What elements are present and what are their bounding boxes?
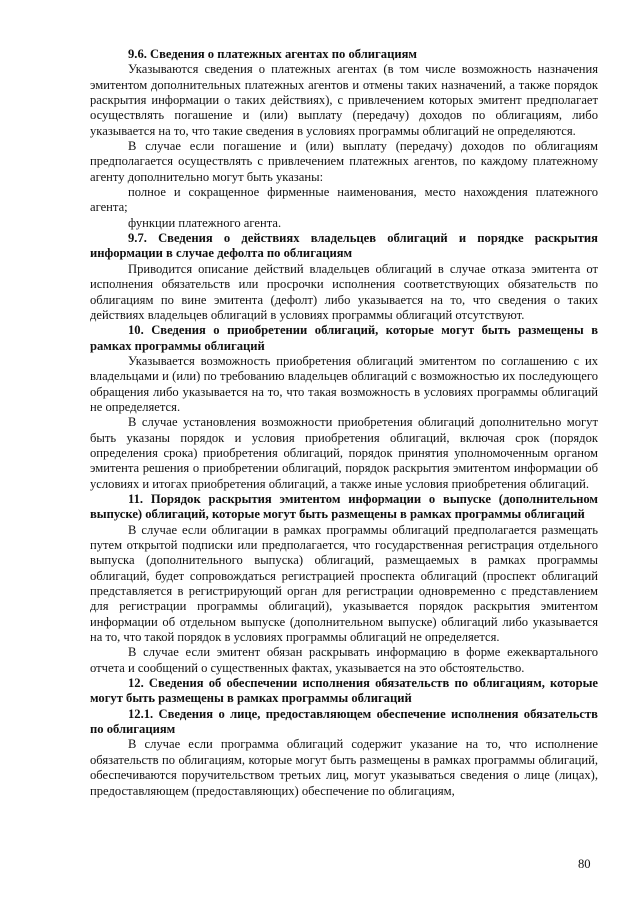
document-body	[90, 47, 598, 799]
list-item: полное и сокращенное фирменные наименования, место нахождения платежного агента;	[90, 185, 598, 215]
section-heading-12: 12. Сведения об обеспечении исполнения обязательств по облигациям, которые могут быть размещены в рамках программы облигаций	[90, 676, 598, 706]
paragraph: Указываются сведения о платежных агентах (в том числе возможность назначения эмитентом дополнительных платежных агентов и отмены таких назначений, а также порядок раскрытия информации о таких действиях), с привлечением которых эмитент предполагает осуществлять погашение и (или) выплату (передачу) доходов по облигациям, либо указывается на то, что такие сведения в условиях программы облигаций не определяются.	[90, 62, 598, 138]
paragraph: В случае если эмитент обязан раскрывать информацию в форме ежеквартального отчета и сообщений о существенных фактах, указывается на это обстоятельство.	[90, 645, 598, 675]
paragraph: Приводится описание действий владельцев облигаций в случае отказа эмитента от исполнения обязательств или просрочки исполнения соответствующих обязательств по облигациям по вине эмитента (дефолт) либо указывается на то, что сведения о таких действиях владельцев облигаций в условиях программы облигаций отсутствуют.	[90, 261, 598, 322]
list-item: функции платежного агента.	[128, 215, 282, 230]
paragraph: В случае если погашение и (или) выплату (передачу) доходов по облигациям предполагается осуществлять с привлечением платежных агентов, по каждому платежному агенту дополнительно могут быть указаны:	[90, 139, 598, 184]
paragraph: В случае если программа облигаций содержит указание на то, что исполнение обязательств по облигациям, которые могут быть размещены в рамках программы облигаций, обеспечиваются поручительством третьих лиц, могут указываться сведения о лице (лицах), предоставляющем (предоставляющих) обеспечение по облигациям,	[90, 737, 598, 798]
page-number: 80	[578, 857, 591, 871]
paragraph: В случае если облигации в рамках программы облигаций предполагается размещать путем открытой подписки или предполагается, что государственная регистрация отдельного выпуска (дополнительного выпуска) облигаций, размещаемых в рамках программы облигаций, будет сопровождаться регистрацией проспекта облигаций (проспект облигаций представляется в регистрирующий орган для регистрации одновременно с представлением для регистрации программы облигаций), указывается порядок раскрытия эмитентом информации об отдельном выпуске (дополнительном выпуске) облигаций либо указывается на то, что такой порядок в условиях программы облигаций не определяется.	[90, 522, 598, 645]
paragraph: Указывается возможность приобретения облигаций эмитентом по соглашению с их владельцами и (или) по требованию владельцев облигаций с возможностью их последующего обращения либо указывается на то, что такая возможность в условиях программы облигаций не определяется.	[90, 353, 598, 414]
section-heading-11: 11. Порядок раскрытия эмитентом информации о выпуске (дополнительном выпуске) облигаций, которые могут быть размещены в рамках программы облигаций	[90, 491, 598, 522]
paragraph: В случае установления возможности приобретения облигаций дополнительно могут быть указаны порядок и условия приобретения облигаций, включая срок (порядок определения срока) приобретения облигаций, порядок принятия уполномоченным органом эмитента решения о приобретении облигаций, порядок раскрытия эмитентом информации об условиях и итогах приобретения облигаций, а также иные условия приобретения облигаций.	[90, 415, 598, 491]
section-heading-12-1: 12.1. Сведения о лице, предоставляющем обеспечение исполнения обязательств по облигациям	[90, 706, 598, 737]
section-heading-9-6: 9.6. Сведения о платежных агентах по облигациям	[128, 47, 417, 61]
section-heading-10: 10. Сведения о приобретении облигаций, которые могут быть размещены в рамках программы облигаций	[90, 323, 598, 353]
section-heading-9-7: 9.7. Сведения о действиях владельцев облигаций и порядке раскрытия информации в случае дефолта по облигациям	[90, 231, 598, 261]
